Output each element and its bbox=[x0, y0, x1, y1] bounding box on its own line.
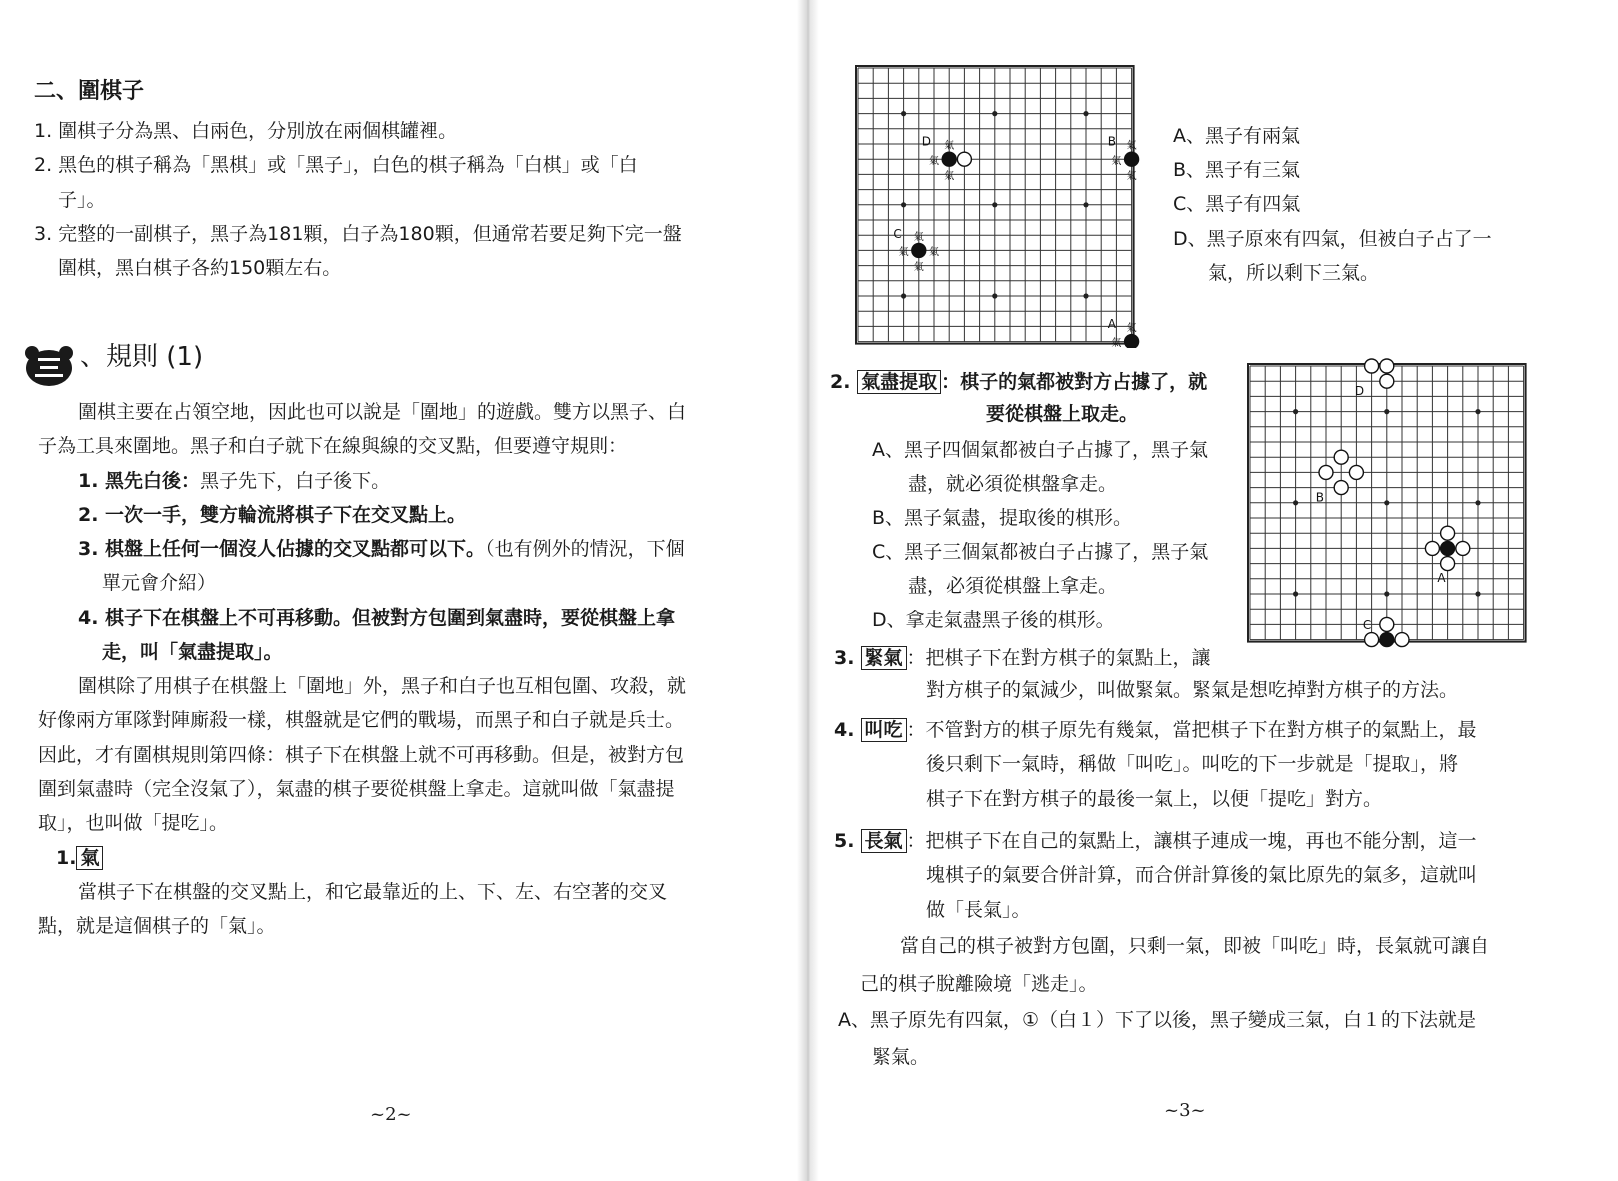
board-caption: 氣，所以剩下三氣。 bbox=[1208, 262, 1380, 284]
star-point bbox=[1475, 500, 1480, 505]
rule-4: 4. 棋子下在棋盤上不可再移動。但被對方包圍到氣盡時，要從棋盤上拿 bbox=[78, 607, 676, 629]
white-stone bbox=[1365, 359, 1379, 373]
white-stone bbox=[1380, 617, 1394, 631]
star-point bbox=[992, 293, 997, 298]
board-label: C bbox=[1362, 617, 1372, 632]
board-label: D bbox=[921, 134, 932, 149]
star-point bbox=[901, 111, 906, 116]
star-point bbox=[901, 202, 906, 207]
paragraph-line: 取」，也叫做「提吃」。 bbox=[38, 812, 229, 834]
list-item: 1. 圍棋子分為黑、白兩色，分別放在兩個棋罐裡。 bbox=[34, 120, 458, 142]
paragraph-line: 己的棋子脫離險境「逃走」。 bbox=[860, 973, 1098, 995]
rule-1-text: 黑子先下，白子後下。 bbox=[200, 470, 391, 492]
board-label: 氣 bbox=[913, 231, 924, 243]
paragraph-line: 圍棋主要在占領空地，因此也可以說是「圍地」的遊戲。雙方以黑子、白 bbox=[78, 401, 687, 423]
star-point bbox=[1475, 591, 1480, 596]
item-text: ：把棋子下在對方棋子的氣點上，讓 bbox=[906, 647, 1211, 669]
white-stone bbox=[1456, 541, 1470, 555]
board-label: 氣 bbox=[944, 140, 955, 152]
list-item: 子」。 bbox=[58, 189, 106, 211]
board-label: A bbox=[1107, 316, 1116, 331]
sub-item: 盡，必須從棋盤上拿走。 bbox=[908, 575, 1118, 597]
item-5 bbox=[834, 829, 1477, 853]
item-3-cont: 對方棋子的氣減少，叫做緊氣。緊氣是想吃掉對方棋子的方法。 bbox=[926, 679, 1459, 701]
white-stone bbox=[1441, 526, 1455, 540]
star-point bbox=[1083, 202, 1088, 207]
rule-3 bbox=[78, 537, 685, 561]
term-extend: 長氣 bbox=[861, 829, 907, 853]
star-point bbox=[1384, 409, 1389, 414]
black-stone bbox=[1380, 633, 1394, 647]
rule-2: 2. 一次一手，雙方輪流將棋子下在交叉點上。 bbox=[78, 504, 467, 526]
white-stone bbox=[1380, 374, 1394, 388]
example-a: A、黑子原先有四氣，①（白１）下了以後，黑子變成三氣，白１的下法就是 bbox=[838, 1009, 1477, 1031]
white-stone bbox=[1380, 359, 1394, 373]
section-badge-icon bbox=[24, 345, 74, 387]
board-label: 氣 bbox=[1111, 338, 1122, 348]
term-capture: 氣盡提取 bbox=[857, 370, 941, 394]
board-label: 氣 bbox=[944, 170, 955, 182]
star-point bbox=[901, 293, 906, 298]
black-stone bbox=[942, 152, 956, 166]
rule-3-cont: 單元會介紹） bbox=[102, 572, 217, 594]
section-title-rules: 、規則 (1) bbox=[80, 342, 204, 372]
sub-item: C、黑子三個氣都被白子占據了，黑子氣 bbox=[872, 541, 1209, 563]
go-board-liberties bbox=[838, 58, 1158, 348]
item-4-cont: 棋子下在對方棋子的最後一氣上，以便「提吃」對方。 bbox=[926, 788, 1383, 810]
paragraph-line: 點，就是這個棋子的「氣」。 bbox=[38, 915, 276, 937]
item-number: 2. bbox=[830, 371, 851, 393]
board-grid bbox=[1248, 364, 1526, 642]
board-label: 氣 bbox=[929, 155, 939, 167]
rule-1 bbox=[78, 469, 390, 493]
term-atari: 叫吃 bbox=[861, 718, 907, 742]
item-2 bbox=[830, 370, 1207, 394]
board-label: 氣 bbox=[1126, 170, 1137, 182]
page-number: ~2~ bbox=[370, 1104, 412, 1125]
item-4-cont: 後只剩下一氣時，稱做「叫吃」。叫吃的下一步就是「提取」，將 bbox=[926, 753, 1459, 775]
black-stone bbox=[1125, 335, 1139, 348]
qi-number: 1. bbox=[56, 847, 77, 869]
board-caption: C、黑子有四氣 bbox=[1173, 193, 1301, 215]
item-5-cont: 做「長氣」。 bbox=[926, 899, 1031, 921]
paragraph-line: 當棋子下在棋盤的交叉點上，和它最靠近的上、下、左、右空著的交叉 bbox=[78, 881, 668, 903]
black-stone bbox=[1441, 541, 1455, 555]
item-number: 4. bbox=[834, 719, 855, 741]
paragraph-line: 圍棋除了用棋子在棋盤上「圍地」外，黑子和白子也互相包圍、攻殺，就 bbox=[78, 675, 687, 697]
board-label: B bbox=[1107, 134, 1116, 149]
section-title-go-stones: 二、圍棋子 bbox=[34, 79, 145, 104]
example-a-cont: 緊氣。 bbox=[872, 1046, 930, 1068]
rule-1-label: 1. 黑先白後： bbox=[78, 470, 201, 492]
board-label: D bbox=[1354, 383, 1365, 398]
star-point bbox=[992, 111, 997, 116]
white-stone bbox=[1349, 465, 1363, 479]
board-label: 氣 bbox=[898, 246, 909, 258]
paragraph-line: 當自己的棋子被對方包圍，只剩一氣，即被「叫吃」時，長氣就可讓自 bbox=[900, 935, 1490, 957]
board-label: A bbox=[1437, 570, 1446, 585]
list-item: 2. 黑色的棋子稱為「黑棋」或「黑子」，白色的棋子稱為「白棋」或「白 bbox=[34, 154, 638, 176]
list-item: 3. 完整的一副棋子，黑子為181顆，白子為180顆，但通常若要足夠下完一盤 bbox=[34, 223, 682, 245]
sub-item: 盡，就必須從棋盤拿走。 bbox=[908, 473, 1118, 495]
black-stone bbox=[1125, 152, 1139, 166]
board-label: B bbox=[1315, 490, 1325, 505]
white-stone bbox=[1334, 481, 1348, 495]
sub-item: A、黑子四個氣都被白子占據了，黑子氣 bbox=[872, 439, 1208, 461]
star-point bbox=[1083, 293, 1088, 298]
board-label: 氣 bbox=[929, 246, 939, 258]
star-point bbox=[1384, 500, 1389, 505]
item-text: ：棋子的氣都被對方占據了，就 bbox=[941, 371, 1208, 393]
left-page bbox=[0, 0, 808, 1181]
board-caption: A、黑子有兩氣 bbox=[1173, 125, 1300, 147]
board-label: 氣 bbox=[1126, 140, 1137, 152]
rule-3-text: （也有例外的情況，下個 bbox=[485, 538, 685, 560]
star-point bbox=[1475, 409, 1480, 414]
item-number: 3. bbox=[834, 647, 855, 669]
star-point bbox=[1293, 409, 1298, 414]
board-stones bbox=[893, 135, 1138, 348]
board-label: 氣 bbox=[1126, 322, 1137, 334]
paragraph-line: 因此，才有圍棋規則第四條：棋子下在棋盤上就不可再移動。但是，被對方包 bbox=[38, 744, 685, 766]
board-label: 氣 bbox=[1111, 155, 1122, 167]
page-number: ~3~ bbox=[1164, 1100, 1206, 1121]
item-2-cont: 要從棋盤上取走。 bbox=[986, 403, 1139, 425]
term-tighten: 緊氣 bbox=[861, 646, 907, 670]
item-3 bbox=[834, 646, 1211, 670]
white-stone bbox=[1441, 557, 1455, 571]
list-item: 圍棋，黑白棋子各約150顆左右。 bbox=[58, 257, 342, 279]
white-stone bbox=[1395, 633, 1409, 647]
rule-3-label: 3. 棋盤上任何一個沒人佔據的交叉點都可以下。 bbox=[78, 538, 486, 560]
white-stone bbox=[1319, 465, 1333, 479]
item-text: ：不管對方的棋子原先有幾氣，當把棋子下在對方棋子的氣點上，最 bbox=[906, 719, 1477, 741]
sub-item: D、拿走氣盡黑子後的棋形。 bbox=[872, 609, 1115, 631]
star-point bbox=[992, 202, 997, 207]
white-stone bbox=[957, 152, 971, 166]
star-point bbox=[1384, 591, 1389, 596]
board-label: 氣 bbox=[913, 262, 924, 274]
go-board-capture bbox=[1240, 356, 1532, 648]
item-5-cont: 塊棋子的氣要合併計算，而合併計算後的氣比原先的氣多，這就叫 bbox=[926, 864, 1478, 886]
star-point bbox=[1083, 111, 1088, 116]
paragraph-line: 好像兩方軍隊對陣廝殺一樣，棋盤就是它們的戰場，而黑子和白子就是兵士。 bbox=[38, 709, 685, 731]
sub-item: B、黑子氣盡，提取後的棋形。 bbox=[872, 507, 1133, 529]
item-number: 5. bbox=[834, 830, 855, 852]
paragraph-line: 圍到氣盡時（完全沒氣了），氣盡的棋子要從棋盤上拿走。這就叫做「氣盡提 bbox=[38, 778, 675, 800]
board-caption: D、黑子原來有四氣，但被白子占了一 bbox=[1173, 228, 1492, 250]
star-point bbox=[1293, 500, 1298, 505]
star-point bbox=[1293, 591, 1298, 596]
qi-heading bbox=[56, 846, 103, 870]
board-label: C bbox=[893, 227, 902, 242]
rule-4-cont: 走，叫「氣盡提取」。 bbox=[102, 641, 283, 663]
white-stone bbox=[1334, 450, 1348, 464]
item-4 bbox=[834, 718, 1477, 742]
board-grid bbox=[856, 66, 1134, 344]
white-stone bbox=[1365, 633, 1379, 647]
qi-term: 氣 bbox=[76, 846, 103, 870]
paragraph-line: 子為工具來圍地。黑子和白子就下在線與線的交叉點，但要遵守規則： bbox=[38, 435, 628, 457]
right-page bbox=[808, 0, 1618, 1181]
black-stone bbox=[912, 243, 926, 257]
item-text: ：把棋子下在自己的氣點上，讓棋子連成一塊，再也不能分割，這一 bbox=[906, 830, 1477, 852]
white-stone bbox=[1425, 541, 1439, 555]
board-caption: B、黑子有三氣 bbox=[1173, 159, 1301, 181]
